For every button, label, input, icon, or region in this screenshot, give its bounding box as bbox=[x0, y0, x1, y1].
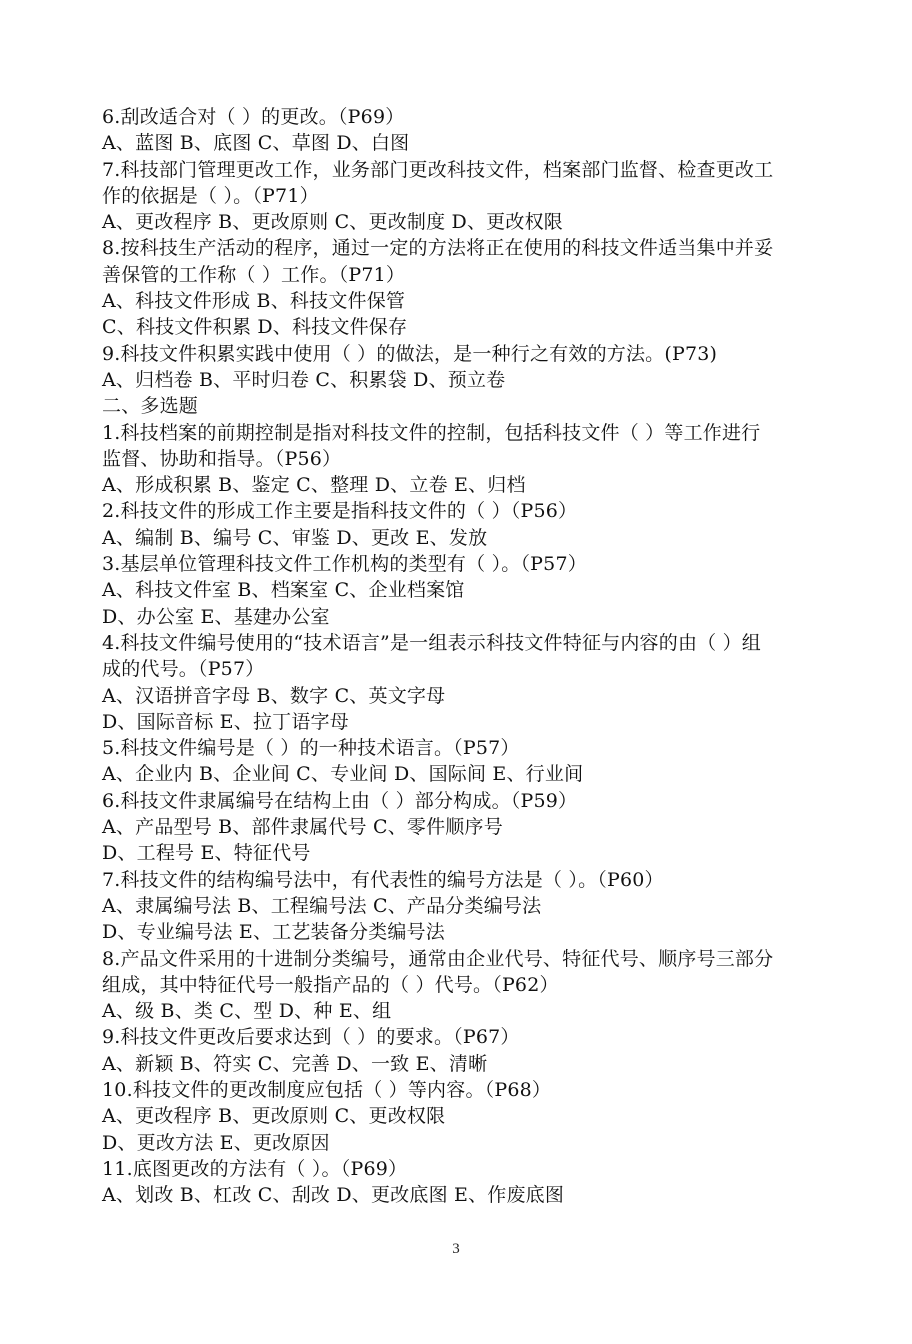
question-line: 善保管的工作称（ ）工作。（P71） bbox=[102, 263, 406, 286]
section-heading: 二、多选题 bbox=[102, 395, 199, 418]
answer-options-line: A、隶属编号法 B、工程编号法 C、产品分类编号法 bbox=[102, 894, 542, 917]
question-line: 作的依据是（ ）。（P71） bbox=[102, 184, 319, 207]
question-line: 8.按科技生产活动的程序，通过一定的方法将正在使用的科技文件适当集中并妥 bbox=[102, 237, 774, 260]
answer-options-line: A、更改程序 B、更改原则 C、更改制度 D、更改权限 bbox=[102, 211, 563, 234]
question-line: 组成，其中特征代号一般指产品的（ ）代号。（P62） bbox=[102, 973, 559, 996]
question-line: 1.科技档案的前期控制是指对科技文件的控制，包括科技文件（ ）等工作进行 bbox=[102, 421, 761, 444]
answer-options-line: C、科技文件积累 D、科技文件保存 bbox=[102, 316, 408, 339]
answer-options-line: A、产品型号 B、部件隶属代号 C、零件顺序号 bbox=[102, 816, 503, 839]
page-number: 3 bbox=[452, 1241, 460, 1257]
answer-options-line: D、国际音标 E、拉丁语字母 bbox=[102, 710, 349, 733]
question-line: 6.刮改适合对（ ）的更改。（P69） bbox=[102, 106, 405, 128]
question-line: 5.科技文件编号是（ ）的一种技术语言。（P57） bbox=[102, 737, 520, 760]
answer-options-line: A、蓝图 B、底图 C、草图 D、白图 bbox=[102, 132, 410, 155]
question-line: 7.科技文件的结构编号法中，有代表性的编号方法是（ ）。（P60） bbox=[102, 868, 664, 891]
answer-options-line: A、汉语拼音字母 B、数字 C、英文字母 bbox=[102, 684, 446, 707]
answer-options-line: A、形成积累 B、鉴定 C、整理 D、立卷 E、归档 bbox=[102, 474, 526, 497]
question-line: 8.产品文件采用的十进制分类编号，通常由企业代号、特征代号、顺序号三部分 bbox=[102, 947, 774, 970]
answer-options-line: D、办公室 E、基建办公室 bbox=[102, 605, 330, 628]
question-line: 9.科技文件积累实践中使用（ ）的做法，是一种行之有效的方法。(P73) bbox=[102, 342, 718, 365]
answer-options-line: A、级 B、类 C、型 D、种 E、组 bbox=[102, 1000, 392, 1023]
answer-options-line: A、科技文件室 B、档案室 C、企业档案馆 bbox=[102, 579, 465, 602]
answer-options-line: D、更改方法 E、更改原因 bbox=[102, 1131, 330, 1154]
question-line: 11.底图更改的方法有（ ）。（P69） bbox=[102, 1157, 408, 1180]
answer-options-line: A、更改程序 B、更改原则 C、更改权限 bbox=[102, 1105, 446, 1128]
answer-options-line: A、新颖 B、符实 C、完善 D、一致 E、清晰 bbox=[102, 1052, 488, 1075]
question-line: 3.基层单位管理科技文件工作机构的类型有（ ）。（P57） bbox=[102, 553, 587, 576]
answer-options-line: A、编制 B、编号 C、审鉴 D、更改 E、发放 bbox=[102, 526, 488, 549]
question-line: 监督、协助和指导。（P56） bbox=[102, 447, 342, 470]
answer-options-line: A、归档卷 B、平时归卷 C、积累袋 D、预立卷 bbox=[102, 368, 506, 391]
answer-options-line: D、工程号 E、特征代号 bbox=[102, 842, 311, 865]
answer-options-line: A、科技文件形成 B、科技文件保管 bbox=[102, 290, 406, 313]
answer-options-line: D、专业编号法 E、工艺装备分类编号法 bbox=[102, 921, 445, 944]
question-line: 10.科技文件的更改制度应包括（ ）等内容。（P68） bbox=[102, 1078, 552, 1101]
question-line: 2.科技文件的形成工作主要是指科技文件的（ ）（P56） bbox=[102, 500, 578, 523]
question-line: 7.科技部门管理更改工作，业务部门更改科技文件，档案部门监督、检查更改工 bbox=[102, 158, 774, 181]
question-line: 4.科技文件编号使用的“技术语言”是一组表示科技文件特征与内容的由（ ）组 bbox=[102, 631, 761, 654]
answer-options-line: A、划改 B、杠改 C、刮改 D、更改底图 E、作废底图 bbox=[102, 1184, 565, 1207]
document-body bbox=[102, 104, 814, 1208]
answer-options-line: A、企业内 B、企业间 C、专业间 D、国际间 E、行业间 bbox=[102, 763, 584, 786]
question-line: 9.科技文件更改后要求达到（ ）的要求。（P67） bbox=[102, 1026, 520, 1049]
question-line: 6.科技文件隶属编号在结构上由（ ）部分构成。（P59） bbox=[102, 789, 578, 812]
question-line: 成的代号。（P57） bbox=[102, 658, 265, 681]
